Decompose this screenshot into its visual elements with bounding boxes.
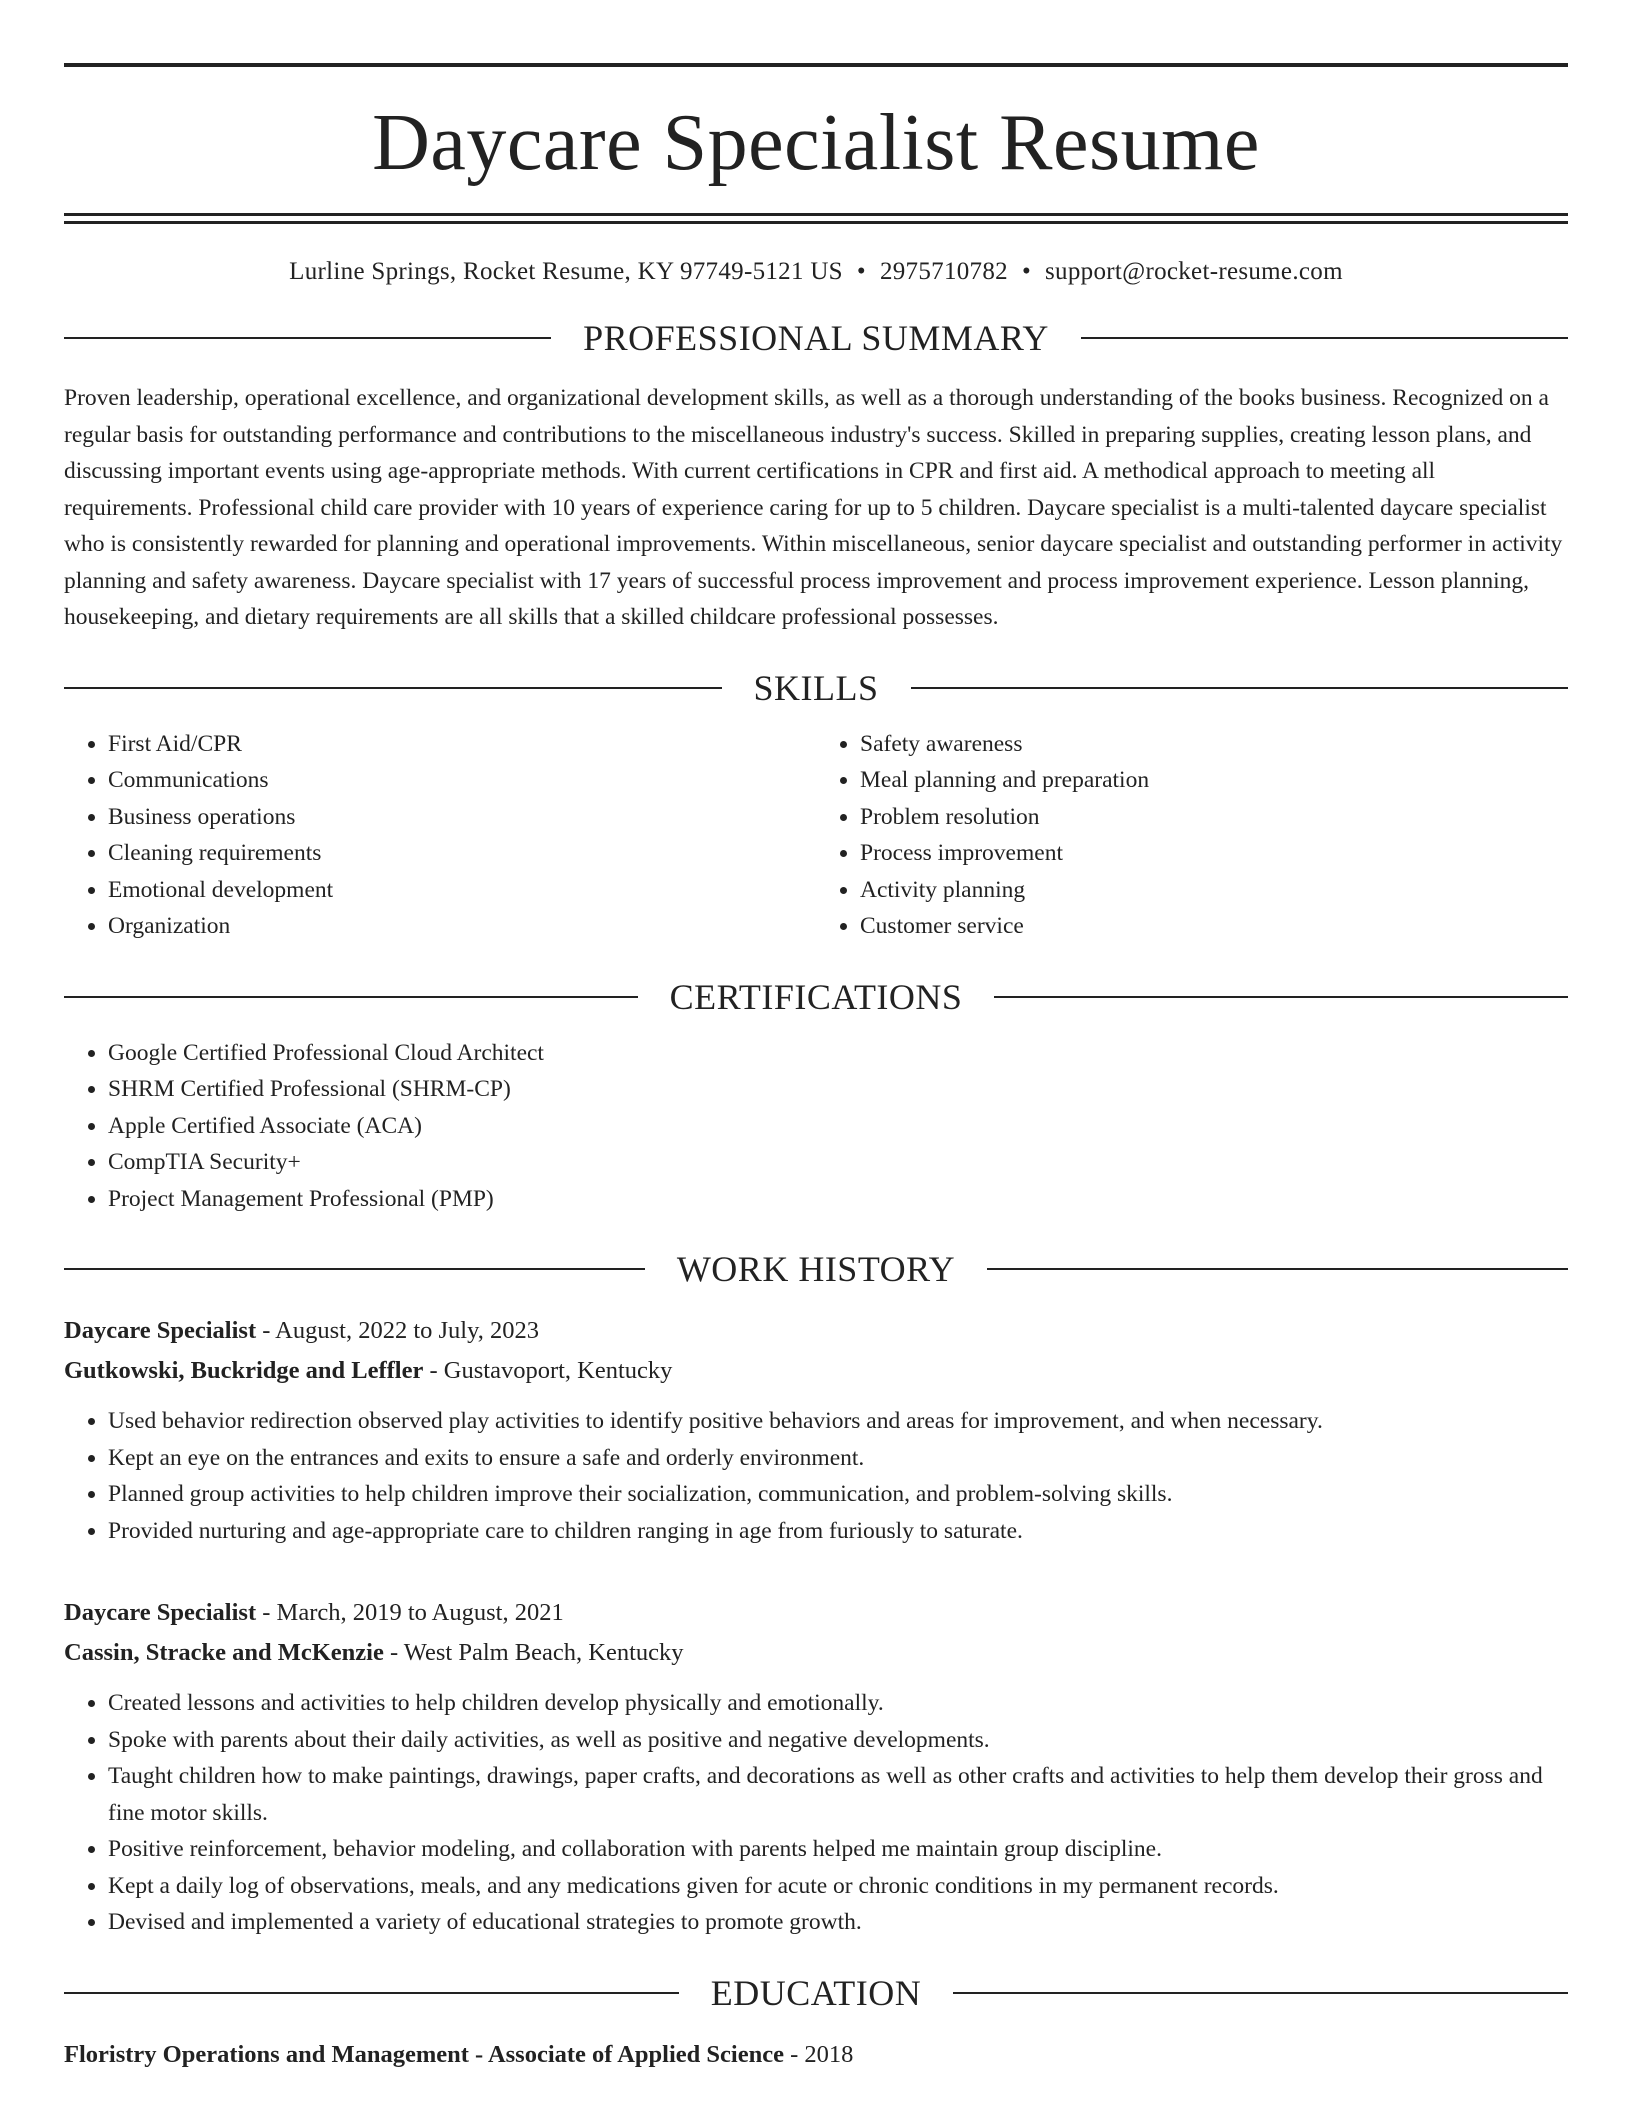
- job-title: Daycare Specialist: [64, 1599, 257, 1626]
- job-company-line: [64, 1351, 1568, 1391]
- section-title: PROFESSIONAL SUMMARY: [583, 318, 1049, 358]
- contact-phone: 2975710782: [879, 258, 1008, 285]
- certification-item: • Apple Certified Associate (ACA): [108, 1108, 1568, 1145]
- job-location: - Gustavoport, Kentucky: [423, 1357, 673, 1384]
- top-rule: [64, 63, 1568, 67]
- job-duty: • Used behavior redirection observed play activities to identify positive behaviors and areas for improvement, and when necessary.: [108, 1403, 1568, 1440]
- job-title-line: [64, 1311, 1568, 1351]
- job-duty: • Planned group activities to help children improve their socialization, communication, and problem-solving skills.: [108, 1476, 1568, 1513]
- job-duties: [64, 1685, 1568, 1941]
- job-duty: • Kept an eye on the entrances and exits to ensure a safe and orderly environment.: [108, 1440, 1568, 1477]
- certification-item: • Google Certified Professional Cloud Architect: [108, 1035, 1568, 1072]
- skill-item: • Emotional development: [108, 872, 816, 909]
- work-section-header: [64, 1251, 1568, 1287]
- section-rule: [953, 1992, 1568, 1994]
- section-rule: [64, 1992, 679, 1994]
- skills-grid: [64, 726, 1568, 945]
- job-dates: - March, 2019 to August, 2021: [256, 1599, 564, 1626]
- section-title: EDUCATION: [710, 1972, 922, 2013]
- job-location: - West Palm Beach, Kentucky: [383, 1639, 684, 1666]
- contact-line: [64, 258, 1568, 286]
- skills-list-left: [64, 726, 816, 945]
- job-duty: • Provided nurturing and age-appropriate care to children ranging in age from furiously to saturate.: [108, 1513, 1568, 1550]
- job-duties: [64, 1403, 1568, 1549]
- section-title: WORK HISTORY: [676, 1249, 956, 1289]
- education-year: - 2018: [783, 2040, 854, 2068]
- job-company-line: [64, 1633, 1568, 1673]
- job-title: Daycare Specialist: [64, 1317, 257, 1344]
- skill-item: • Business operations: [108, 799, 816, 836]
- job-duty: • Spoke with parents about their daily activities, as well as positive and negative developments.: [108, 1722, 1568, 1759]
- contact-separator: •: [1021, 258, 1032, 285]
- job-title-line: [64, 1593, 1568, 1633]
- certification-item: • CompTIA Security+: [108, 1144, 1568, 1181]
- resume-title: Daycare Specialist Resume: [372, 99, 1260, 187]
- job-duty: • Taught children how to make paintings, drawings, paper crafts, and decorations as well as other crafts and activities to help them develop their gross and fine motor skills.: [108, 1758, 1568, 1831]
- section-rule: [64, 996, 638, 998]
- section-title: CERTIFICATIONS: [669, 976, 963, 1017]
- education-section-header: [64, 1972, 1568, 2013]
- skill-item: • Safety awareness: [860, 726, 1568, 763]
- summary-section-header: [64, 320, 1568, 356]
- section-rule: [994, 996, 1568, 998]
- section-rule: [1081, 337, 1568, 339]
- section-rule: [987, 1268, 1568, 1270]
- job-entry: [64, 1311, 1568, 1549]
- title-double-rule: [64, 213, 1568, 224]
- contact-address: Lurline Springs, Rocket Resume, KY 97749-5121 US: [289, 258, 843, 285]
- job-duty: • Positive reinforcement, behavior modeling, and collaboration with parents helped me maintain group discipline.: [108, 1831, 1568, 1868]
- job-dates: - August, 2022 to July, 2023: [256, 1317, 540, 1344]
- education-degree: Floristry Operations and Management - Associate of Applied Science: [64, 2040, 784, 2068]
- skill-item: • Communications: [108, 762, 816, 799]
- certification-item: • Project Management Professional (PMP): [108, 1181, 1568, 1218]
- job-duty: • Created lessons and activities to help children develop physically and emotionally.: [108, 1685, 1568, 1722]
- job-duty: • Devised and implemented a variety of educational strategies to promote growth.: [108, 1904, 1568, 1941]
- contact-separator: •: [856, 258, 866, 285]
- resume-page: [64, 0, 1568, 2075]
- section-rule: [64, 687, 722, 689]
- section-rule: [64, 1268, 645, 1270]
- skill-item: • Process improvement: [860, 835, 1568, 872]
- certification-item: • SHRM Certified Professional (SHRM-CP): [108, 1071, 1568, 1108]
- skill-item: • Problem resolution: [860, 799, 1568, 836]
- skills-section-header: [64, 667, 1568, 708]
- skills-list-right: [816, 726, 1568, 945]
- skill-item: • Activity planning: [860, 872, 1568, 909]
- section-title: SKILLS: [753, 667, 879, 708]
- contact-email[interactable]: support@rocket-resume.com: [1045, 258, 1343, 285]
- skill-item: • Cleaning requirements: [108, 835, 816, 872]
- section-rule: [911, 687, 1569, 689]
- education-entry: [64, 2035, 1568, 2075]
- job-duty: • Kept a daily log of observations, meals, and any medications given for acute or chronic conditions in my permanent records.: [108, 1868, 1568, 1905]
- skill-item: • Meal planning and preparation: [860, 762, 1568, 799]
- job-company: Gutkowski, Buckridge and Leffler: [64, 1357, 424, 1384]
- job-company: Cassin, Stracke and McKenzie: [64, 1639, 384, 1666]
- certifications-section-header: [64, 976, 1568, 1017]
- skill-item: • Organization: [108, 908, 816, 945]
- skill-item: • Customer service: [860, 908, 1568, 945]
- certifications-list: [64, 1035, 1568, 1218]
- summary-text: Proven leadership, operational excellence, and organizational development skills, as well as a thorough understanding of the books business. Recognized on a regular basis for outstanding performance and contributions to the miscellaneous industry's success. Skilled in preparing supplies, creating lesson plans, and discussing important events using age-appropriate methods. With current certifications in CPR and first aid. A methodical approach to meeting all requirements. Professional child care provider with 10 years of experience caring for up to 5 children. Daycare specialist is a multi-talented daycare specialist who is consistently rewarded for planning and operational improvements. Within miscellaneous, senior daycare specialist and outstanding performer in activity planning and safety awareness. Daycare specialist with 17 years of successful process improvement and process improvement experience. Lesson planning, housekeeping, and dietary requirements are all skills that a skilled childcare professional possesses.: [64, 385, 1563, 630]
- section-rule: [64, 337, 551, 339]
- skill-item: • First Aid/CPR: [108, 726, 816, 763]
- job-entry: [64, 1593, 1568, 1941]
